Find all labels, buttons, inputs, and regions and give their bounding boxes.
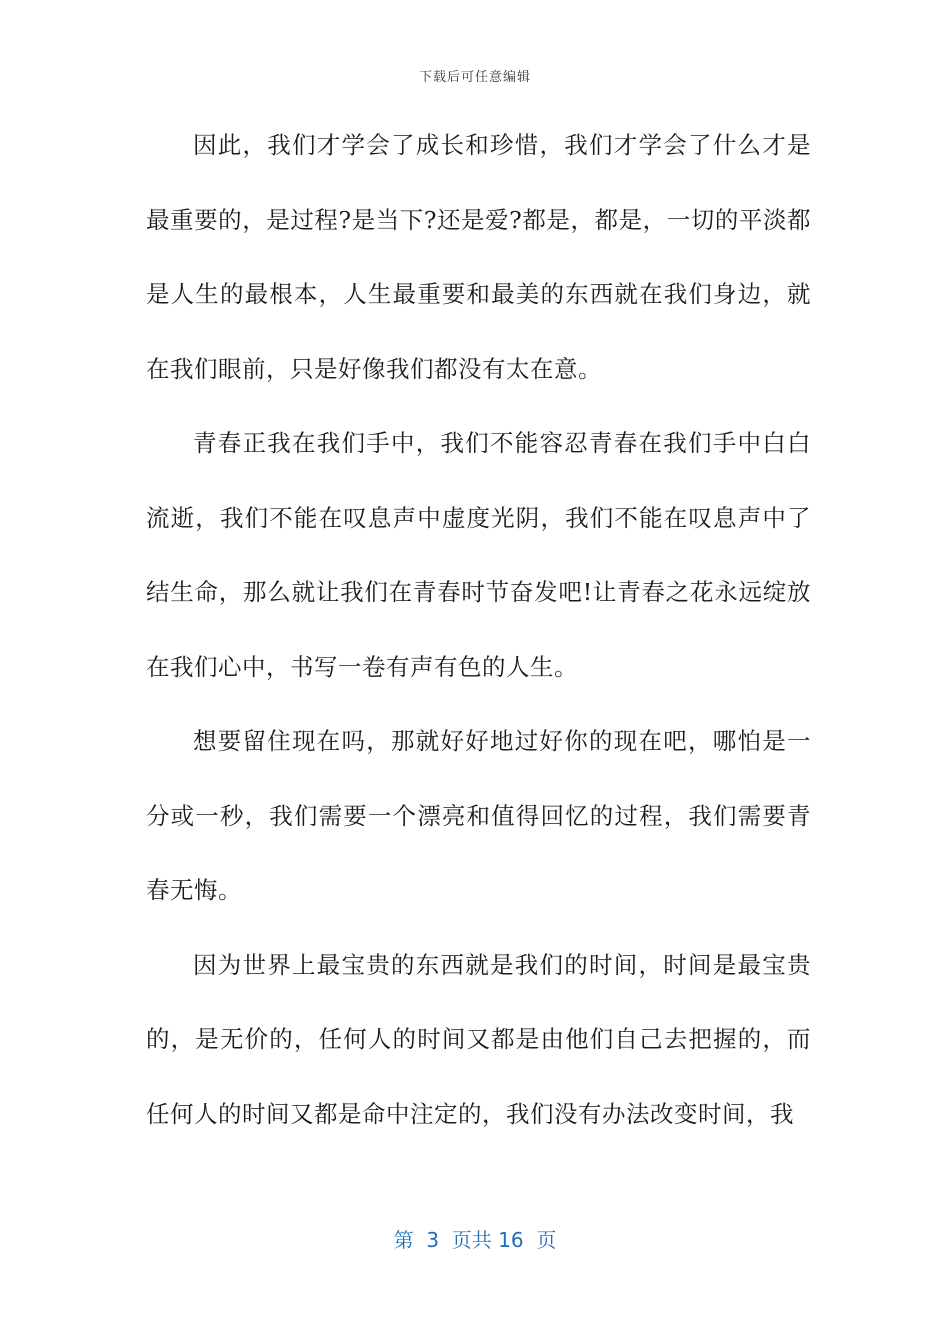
paragraph: 青春正我在我们手中，我们不能容忍青春在我们手中白白流逝，我们不能在叹息声中虚度光阴，我们不能在叹息声中了结生命，那么就让我们在青春时节奋发吧!让青春之花永远绽放在我们心中，书写一卷有声有色的人生。 — [146, 429, 811, 681]
page-footer: 第 3 页共 16 页 — [393, 1228, 557, 1252]
paragraph: 因为世界上最宝贵的东西就是我们的时间，时间是最宝贵的，是无价的，任何人的时间又都是由他们自己去把握的，而任何人的时间又都是命中注定的，我们没有办法改变时间，我 — [146, 950, 811, 1128]
paragraph: 想要留住现在吗，那就好好地过好你的现在吧，哪怕是一分或一秒，我们需要一个漂亮和值得回忆的过程，我们需要青春无悔。 — [146, 727, 811, 904]
paragraph: 因此，我们才学会了成长和珍惜，我们才学会了什么才是最重要的，是过程?是当下?还是爱?都是，都是，一切的平淡都是人生的最根本，人生最重要和最美的东西就在我们身边，就在我们眼前，只是好像我们都没有太在意。 — [146, 131, 811, 383]
body-text — [146, 108, 811, 1151]
header-note: 下载后可任意编辑 — [418, 70, 531, 85]
